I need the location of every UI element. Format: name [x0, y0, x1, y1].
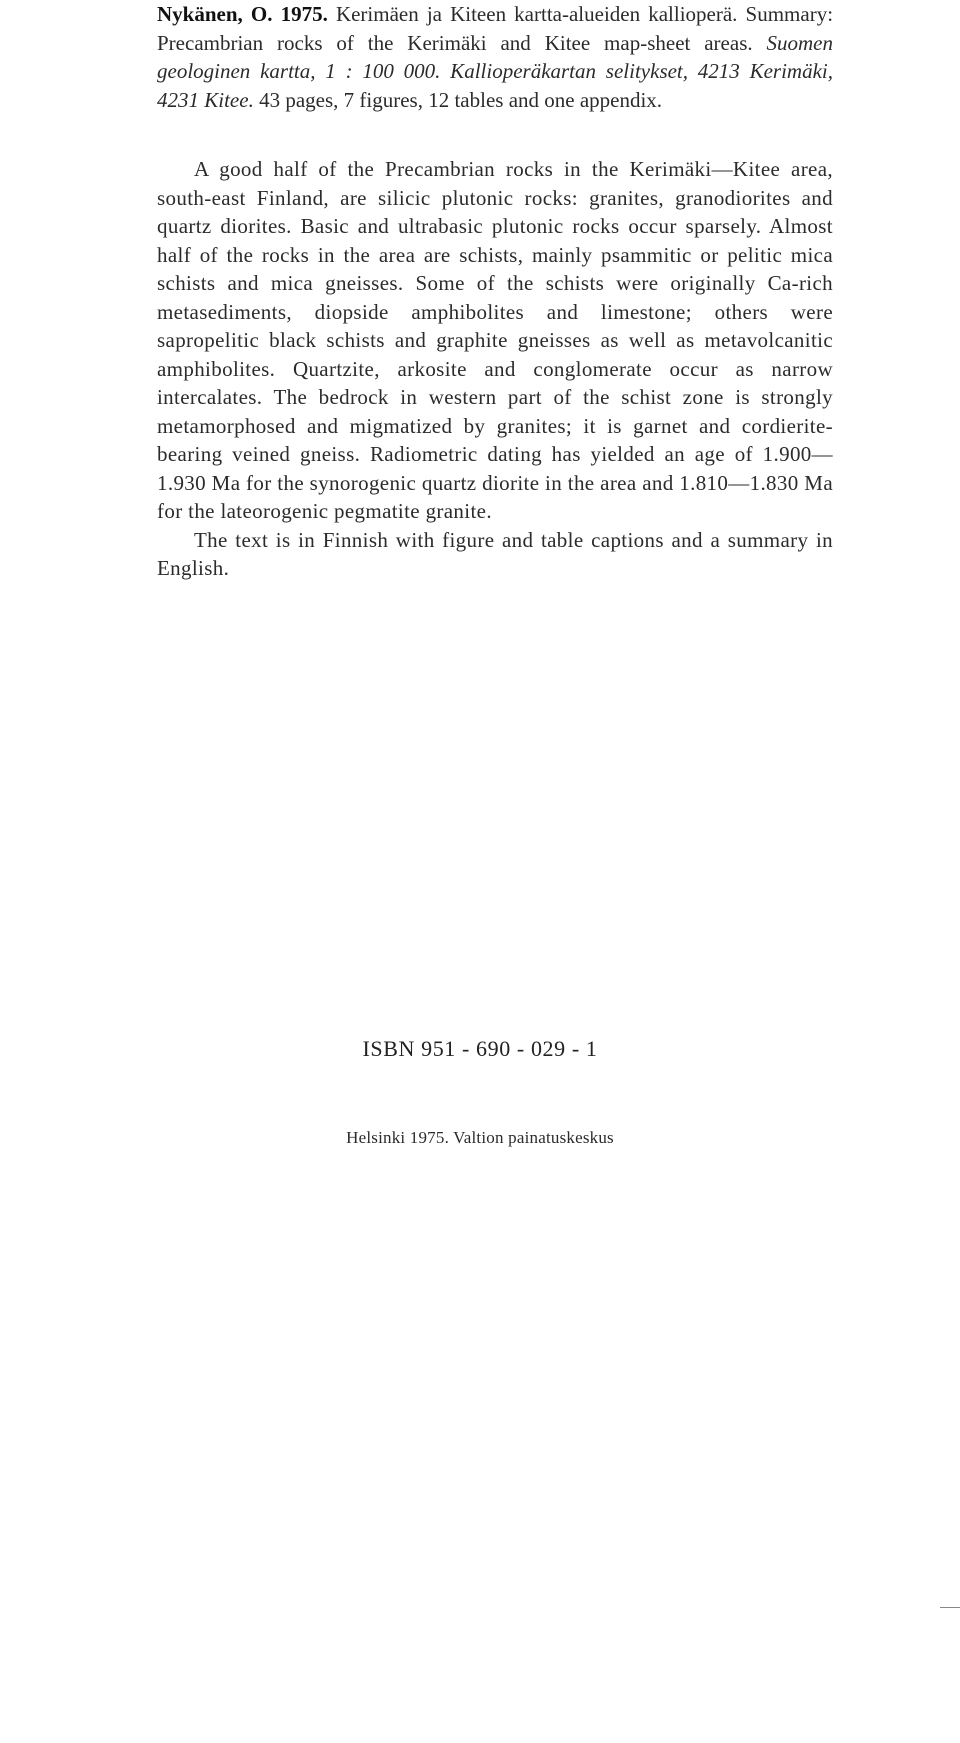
citation-series: Suomen geologinen kartta, 1 : 100 000. Kallioperäkartan selitykset, 4213 Kerimäki, 4231 Kitee.: [157, 30, 834, 112]
printer-imprint: Helsinki 1975. Valtion painatuskeskus: [346, 1128, 614, 1147]
abstract-paragraph: A good half of the Precambrian rocks in the Kerimäki—Kitee area, south-east Finland, are silicic plutonic rocks: granites, granodiorites and quartz diorites. Basic and ultrabasic plutonic rocks occur sparsely. Almost half of the rocks in the area are schists, mainly psammitic or pelitic mica schists and mica gneisses. Some of the schists were originally Ca-rich metasediments, diopside amphibolites and limestone; others were sapropelitic black schists and graphite gneisses as well as metavolcanitic amphibolites. Quartzite, arkosite and conglomerate occur as narrow intercalates. The bedrock in western part of the schist zone is strongly metamorphosed and migmatized by granites; it is garnet and cordierite-bearing veined gneiss. Radiometric dating has yielded an age of 1.900—1.930 Ma for the synorogenic quartz diorite in the area and 1.810—1.830 Ma for the lateorogenic pegmatite granite.: [157, 157, 833, 523]
abstract-paragraph: The text is in Finnish with figure and table captions and a summary in English.: [157, 527, 833, 580]
citation-title: Kerimäen ja Kiteen kartta-alueiden kallioperä.: [335, 2, 738, 26]
isbn-number: ISBN 951 - 690 - 029 - 1: [362, 1036, 598, 1061]
abstract: [157, 155, 833, 583]
citation-extent: 43 pages, 7 figures, 12 tables and one appendix.: [259, 87, 663, 112]
bibliographic-citation: [157, 0, 833, 114]
citation-summary: Summary: Precambrian rocks of the Kerimäki and Kitee map-sheet areas.: [157, 2, 834, 55]
citation-author: Nykänen, O. 1975.: [157, 2, 328, 26]
margin-mark: [940, 1607, 960, 1608]
